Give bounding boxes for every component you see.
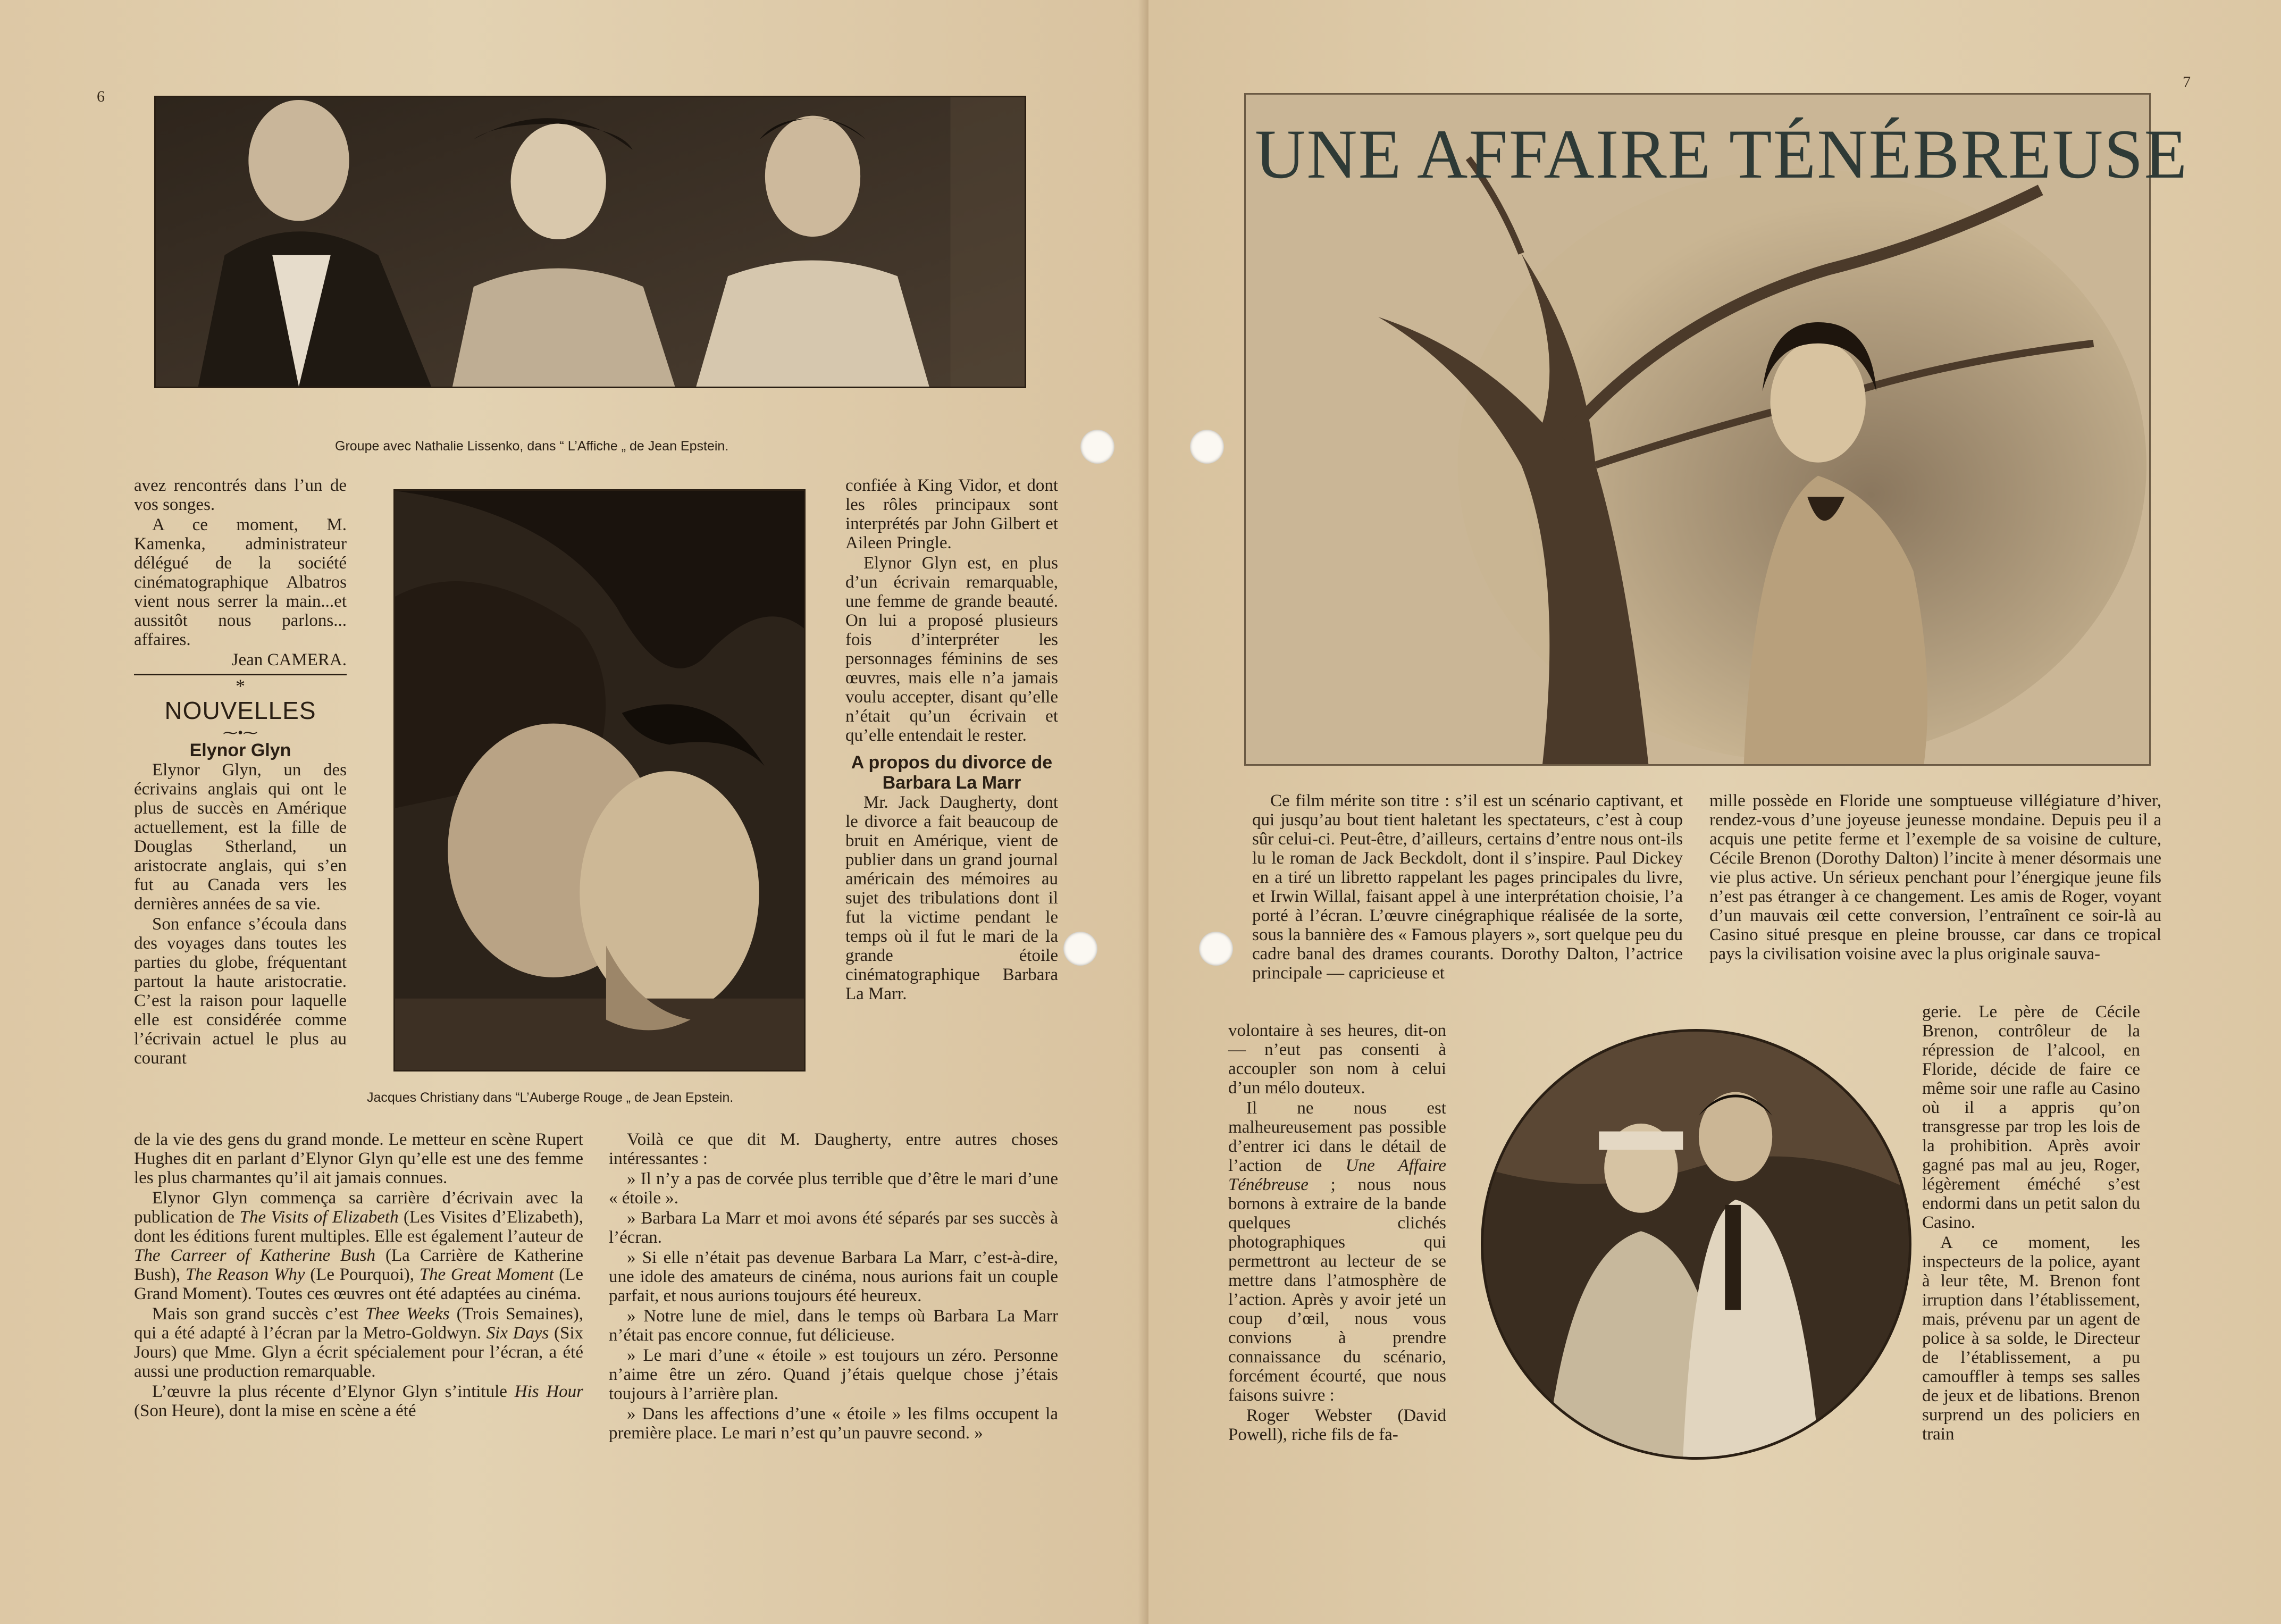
punch-hole	[1080, 430, 1114, 464]
paragraph: Elynor Glyn, un des écrivains anglais qui ont le plus de succès en Amérique actuellement, est la fille de Douglas Stherland, un aristocrate anglais, qui s’en fut au Canada vers les dernières années de sa vie.	[134, 760, 347, 914]
paragraph: mille possède en Floride une somptueuse villégiature d’hiver, rendez-vous d’une joyeuse jeunesse mondaine. Depuis peu il a acquis une petite ferme et l’exemple de sa voisine de culture, Cécile Brenon (Dorothy Dalton) l’incite à mener désormais une vie plus active. Un sérieux penchant pour l’énergique jeune fils n’est pas étranger à ce changement. Les amis de Roger, voyant d’un mauvais œil cette conversion, l’entraînent ce soir-là au Casino situé presque en pleine brousse, car dans ce tropical pays la civilisation voisine avec la plus originale sauva-	[1709, 791, 2161, 964]
star-ornament: *	[236, 675, 245, 697]
page-number-right: 7	[2183, 73, 2191, 91]
left-col2-wide	[609, 1130, 1058, 1444]
paragraph: » Notre lune de miel, dans le temps où Barbara La Marr n’était pas encore connue, fut délicieuse.	[609, 1307, 1058, 1345]
paragraph: volontaire à ses heures, dit-on — n’eut pas consenti à accoupler son nom à celui d’un mélo douteux.	[1228, 1021, 1446, 1098]
paragraph: de la vie des gens du grand monde. Le metteur en scène Rupert Hughes dit en parlant d’Elynor Glyn qu’elle est une des femme les plus charmantes qu’il ait jamais connues.	[134, 1130, 583, 1187]
punch-hole	[1199, 932, 1233, 966]
paragraph: » Il n’y a pas de corvée plus terrible que d’être le mari d’une « étoile ».	[609, 1169, 1058, 1208]
paragraph: Elynor Glyn commença sa carrière d’écrivain avec la publication de The Visits of Elizabeth (Les Visites d’Elizabeth), dont les éditions furent multiples. Elle est également l’auteur de The Carreer of Katherine Bush (La Carrière de Katherine Bush), The Reason Why (Le Pourquoi), The Great Moment (Le Grand Moment). Toutes ces œuvres ont été adaptées au cinéma.	[134, 1188, 584, 1303]
paragraph: Elynor Glyn est, en plus d’un écrivain remarquable, une femme de grande beauté. On lui a proposé plusieurs fois d’interpréter les personnages féminins de ses œuvres, mais elle n’a jamais voulu accepter, disant qu’elle n’était qu’un écrivain et qu’elle entendait le rester.	[845, 554, 1058, 745]
left-col1-narrow	[134, 476, 347, 1069]
right-col1-wide	[1252, 791, 1683, 984]
paragraph: Mr. Jack Daugherty, dont le divorce a fait beaucoup de bruit en Amérique, vient de publier dans un grand journal américain des mémoires au sujet des tribulations dont il fut la victime pendant le temps où il fut le mari de la grande étoile cinématographique Barbara La Marr.	[845, 793, 1058, 1003]
paragraph: gerie. Le père de Cécile Brenon, contrôleur de la répression de l’alcool, en Floride, décide de faire ce même soir une rafle au Casino où il a appris qu’on transgresse par trop les lois de la prohibition. Après avoir gagné pas mal au jeu, Roger, légèrement éméché s’est endormi dans un petit salon du Casino.	[1922, 1002, 2140, 1232]
left-col2-narrow	[845, 476, 1058, 1004]
paragraph: Ce film mérite son titre : s’il est un scénario captivant, et qui jusqu’au bout tient haletant les spectateurs, c’est à coup sûr celui-ci. Peut-être, d’ailleurs, certains d’entre nous ont-ils lu le roman de Jack Beckdolt, dont il s’inspire. Paul Dickey en a tiré un libretto rappelant les pages principales du livre, et Irwin Willal, faisant appel à une interprétation choisie, l’a porté à l’écran. L’œuvre cinégraphique réalisée de la sorte, sous la bannière des « Famous players », sort quelque peu du cadre banal des drames courants. Dorothy Dalton, l’actrice principale — capricieuse et	[1252, 791, 1683, 983]
group-photo-caption: Groupe avec Nathalie Lissenko, dans “ L’Affiche „ de Jean Epstein.	[335, 439, 729, 454]
paragraph: Son enfance s’écoula dans des voyages dans toutes les parties du globe, fréquentant partout la haute aristocratie. C’est la raison pour laquelle elle est considérée comme l’écrivain actuel le plus au courant	[134, 915, 347, 1068]
signature: Jean CAMERA.	[231, 650, 347, 669]
paragraph: Mais son grand succès c’est Thee Weeks (Trois Semaines), qui a été adapté à l’écran par la Metro-Goldwyn. Six Days (Six Jours) que Mme. Glyn a écrit spécialement pour l’écran, a été aussi une production remarquable.	[134, 1304, 583, 1381]
article-title: UNE AFFAIRE TÉNÉBREUSE	[1255, 115, 2188, 193]
nouvelles-heading: NOUVELLES	[164, 697, 316, 724]
paragraph: avez rencontrés dans l’un de vos songes.	[134, 476, 347, 514]
paragraph: Il ne nous est malheureusement pas possible d’entrer ici dans le détail de l’action de Une Affaire Ténébreuse ; nous nous bornons à extraire de la bande quelques clichés photographiques qui permettront au lecteur de se mettre dans l’atmosphère de l’action. Après y avoir jeté un coup d’œil, nous vous convions à prendre connaissance du scénario, forcément écourté, que nous faisons suivre :	[1228, 1099, 1447, 1405]
paragraph: A ce moment, les inspecteurs de la police, ayant à leur tête, M. Brenon font irruption dans l’établissement, mais, prévenu par un agent de police à sa solde, le Directeur de l’établissement, a pu camouffler à temps ses salles de jeux et de libations. Brenon surprend un des policiers en train	[1922, 1233, 2140, 1444]
paragraph: » Si elle n’était pas devenue Barbara La Marr, c’est-à-dire, une idole des amateurs de cinéma, nous aurions fait un couple parfait, et nous aurions toujours été heureux.	[609, 1248, 1058, 1305]
page-number-left: 6	[97, 88, 105, 105]
right-col2-wide	[1709, 791, 2161, 965]
group-photo	[154, 96, 1026, 388]
paragraph: » Dans les affections d’une « étoile » les films occupent la première place. Le mari n’est qu’un pauvre second. »	[609, 1404, 1058, 1443]
couple-photo	[393, 489, 806, 1071]
paragraph: Roger Webster (David Powell), riche fils de fa-	[1228, 1406, 1446, 1444]
paragraph: Voilà ce que dit M. Daugherty, entre autres choses intéressantes :	[609, 1130, 1058, 1168]
punch-hole	[1063, 932, 1097, 966]
couple-photo-caption: Jacques Christiany dans “L’Auberge Rouge „ de Jean Epstein.	[367, 1090, 734, 1105]
elynor-glyn-heading: Elynor Glyn	[189, 740, 291, 760]
right-col2-narrow	[1922, 1002, 2140, 1445]
left-col1-wide	[134, 1130, 583, 1421]
paragraph: confiée à King Vidor, et dont les rôles principaux sont interprétés par John Gilbert et Aileen Pringle.	[845, 476, 1058, 553]
couple-circle-photo	[1481, 1029, 1911, 1460]
right-col1-narrow	[1228, 1021, 1446, 1445]
ornament: ⁓•⁓	[223, 725, 258, 741]
divorce-heading: A propos du divorce de Barbara La Marr	[851, 752, 1053, 793]
paragraph: » Barbara La Marr et moi avons été séparés par ses succès à l’écran.	[609, 1209, 1058, 1247]
punch-hole	[1190, 430, 1224, 464]
paragraph: A ce moment, M. Kamenka, administrateur délégué de la société cinématographique Albatros vient nous serrer la main...et aussitôt nous parlons... affaires.	[134, 515, 347, 649]
paragraph: L’œuvre la plus récente d’Elynor Glyn s’intitule His Hour (Son Heure), dont la mise en scène a été	[134, 1382, 583, 1420]
paragraph: » Le mari d’une « étoile » est toujours un zéro. Personne n’aime être un zéro. Quand j’étais quelque chose j’étais toujours à l’arrière plan.	[609, 1346, 1058, 1403]
